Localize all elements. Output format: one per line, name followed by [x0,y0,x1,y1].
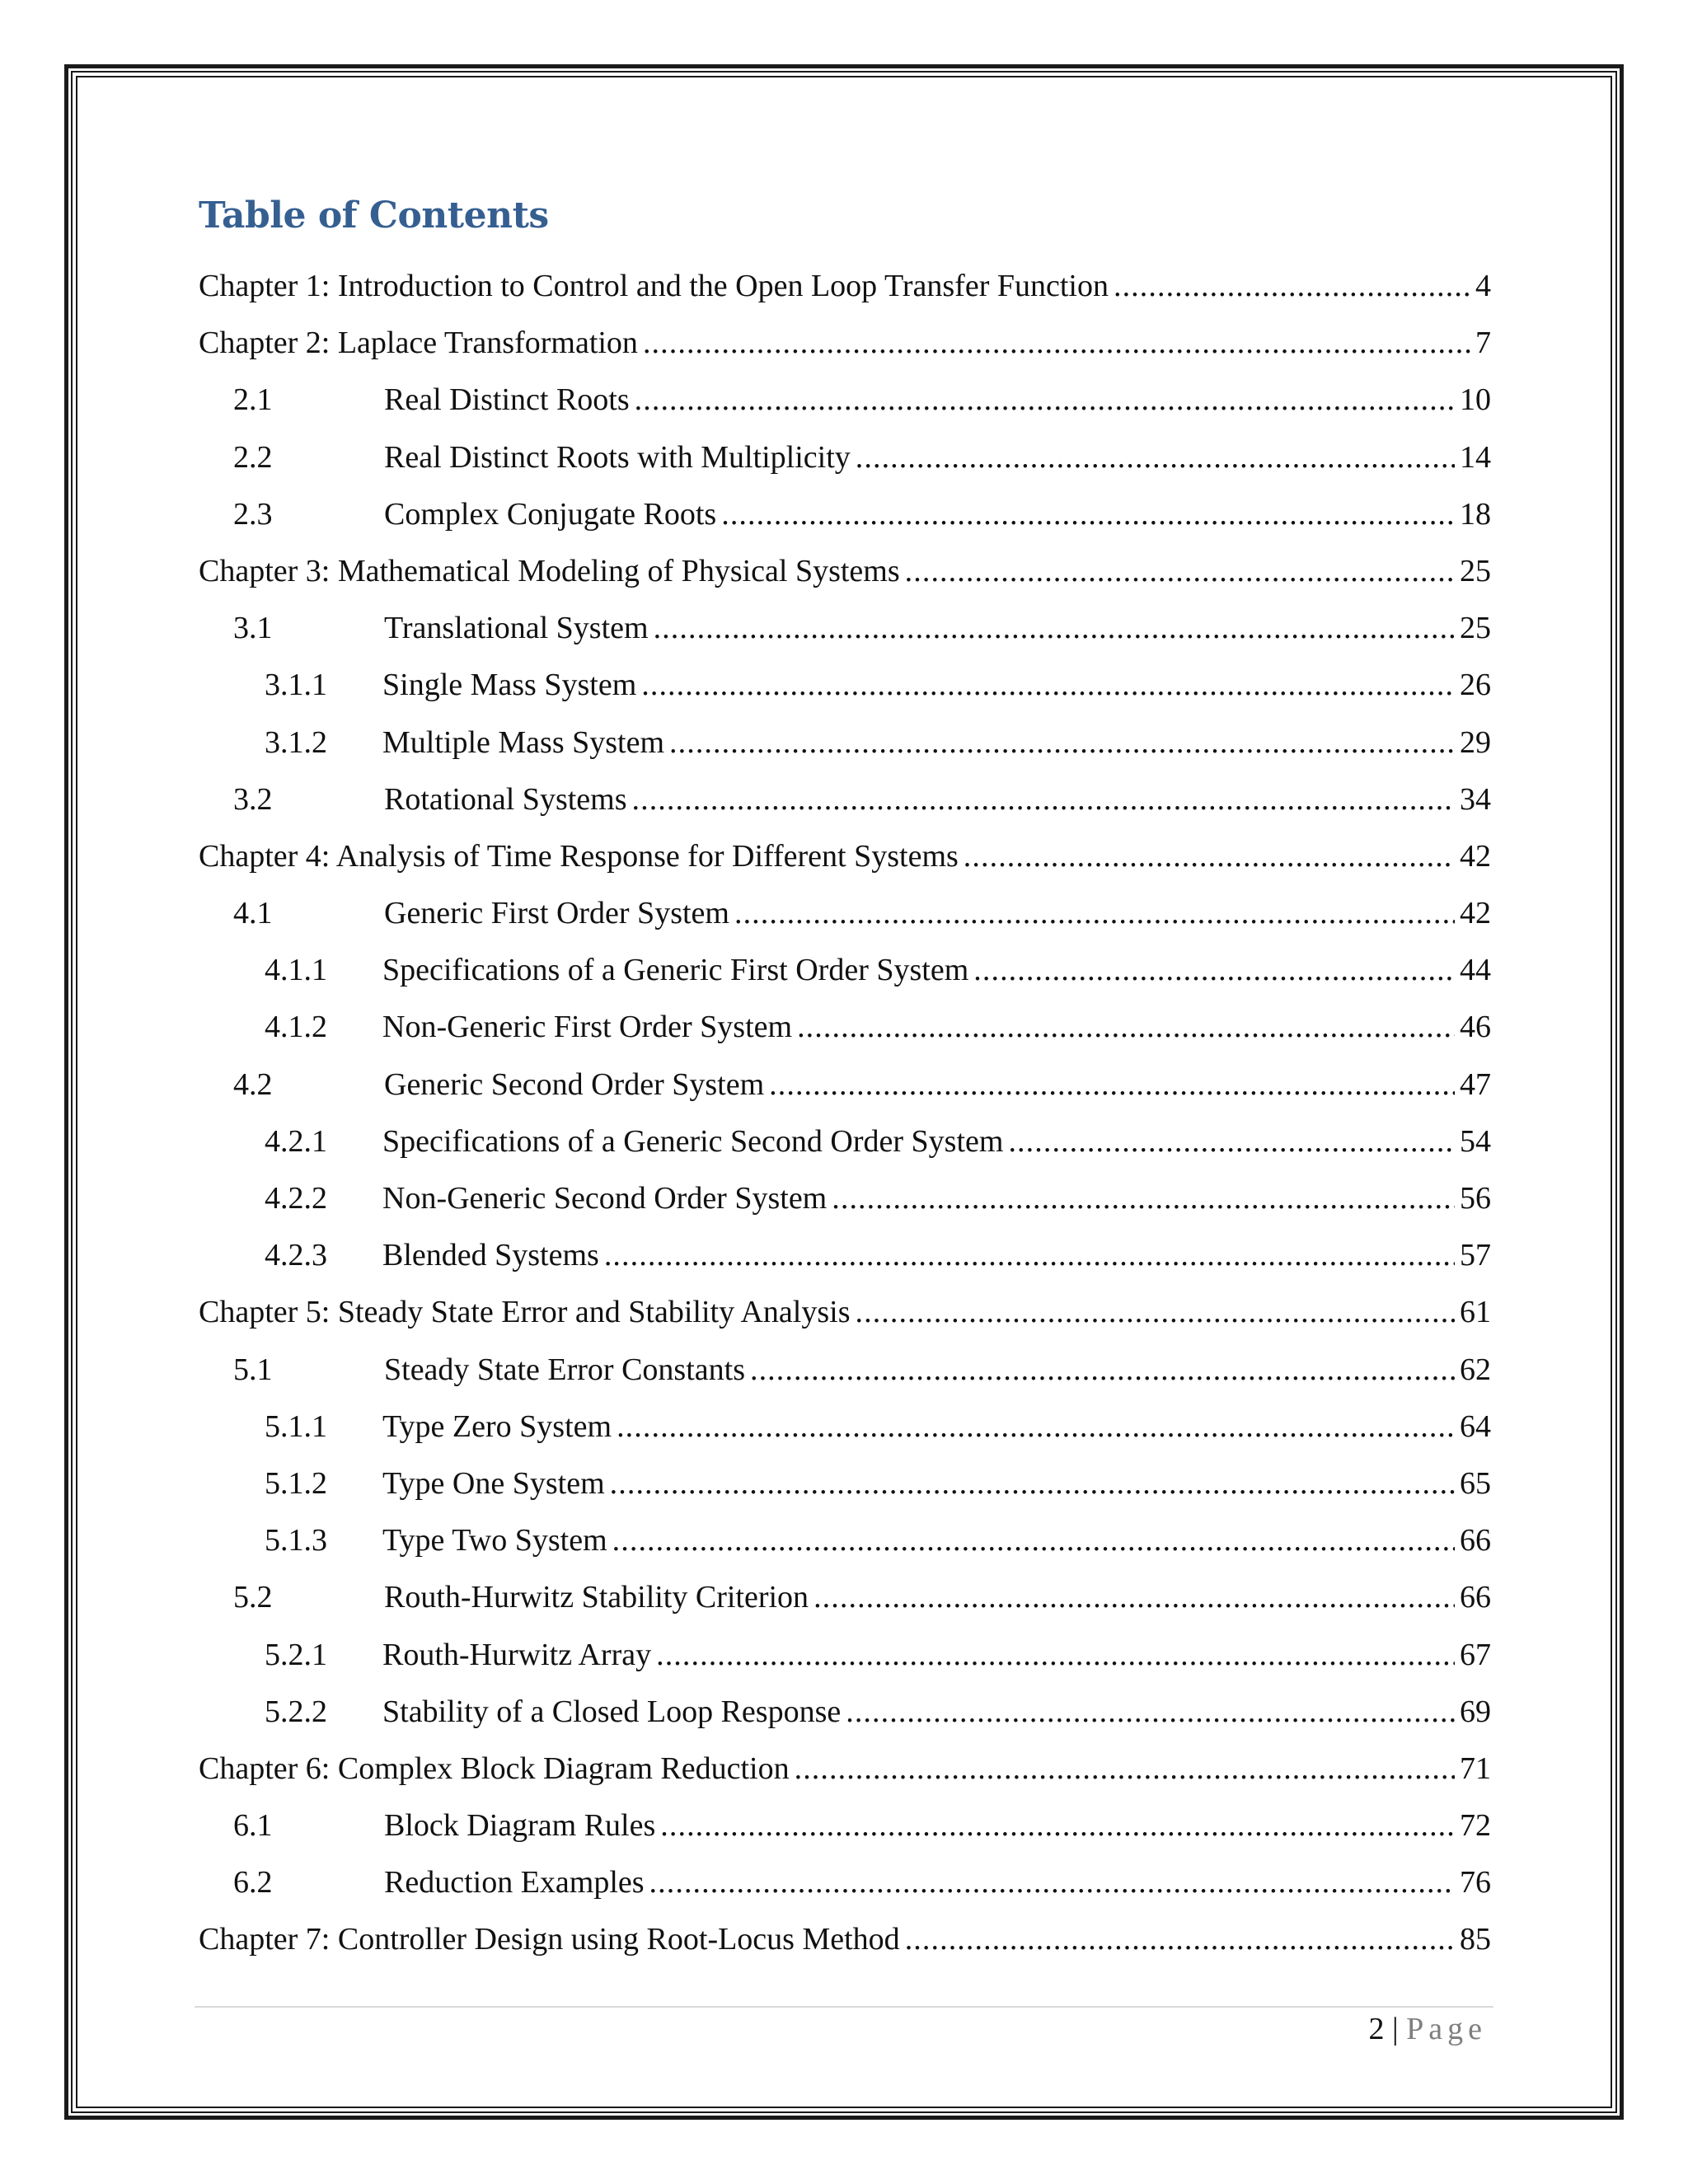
toc-entry[interactable] [199,1569,1491,1626]
toc-dot-leader [905,1911,1455,1968]
toc-entry-page: 56 [1460,1181,1491,1216]
toc-dot-leader [964,828,1455,885]
toc-entry[interactable] [199,1113,1491,1170]
toc-entry-title: Rotational Systems [384,781,627,817]
toc-entry-page: 18 [1460,496,1491,532]
footer-page-number: 2 [1368,2012,1385,2046]
toc-entry-title: Chapter 5: Steady State Error and Stability Analysis [199,1295,851,1330]
toc-dot-leader [797,999,1455,1056]
toc-entry-title: Generic First Order System [384,896,729,931]
toc-entry[interactable] [199,885,1491,942]
toc-entry-number: 6.1 [233,1808,273,1844]
toc-entry-page: 65 [1460,1465,1491,1501]
toc-entry-number: 5.1.3 [265,1523,327,1558]
toc-entry-page: 67 [1460,1637,1491,1672]
toc-entry[interactable] [199,1911,1491,1968]
toc-entry-title: Complex Conjugate Roots [384,496,717,532]
toc-entry-page: 29 [1460,724,1491,760]
toc-entry[interactable] [199,1512,1491,1569]
toc-entry-title: Type One System [382,1465,605,1501]
toc-entry-number: 5.1.2 [265,1465,327,1501]
toc-entry-page: 76 [1460,1865,1491,1900]
footer-separator: | [1392,2012,1399,2046]
toc-dot-leader [846,1684,1455,1741]
toc-entry-title: Block Diagram Rules [384,1808,656,1844]
page-footer [1369,2004,1487,2054]
toc-entry-title: Chapter 4: Analysis of Time Response for Different Systems [199,838,959,874]
toc-entry-page: 26 [1460,668,1491,703]
toc-dot-leader [750,1342,1455,1399]
toc-entry-number: 5.2.2 [265,1694,327,1729]
toc-entry[interactable] [199,1342,1491,1399]
toc-entry[interactable] [199,999,1491,1056]
toc-entry-page: 64 [1460,1408,1491,1444]
toc-entry-number: 3.2 [233,781,273,817]
toc-entry[interactable] [199,942,1491,999]
toc-entry-title: Reduction Examples [384,1865,645,1900]
toc-entry-title: Non-Generic Second Order System [382,1181,828,1216]
toc-entry-page: 66 [1460,1523,1491,1558]
toc-entry[interactable] [199,1684,1491,1741]
toc-entry[interactable] [199,1741,1491,1797]
toc-entry-page: 42 [1460,896,1491,931]
toc-entry-title: Chapter 2: Laplace Transformation [199,326,638,361]
toc-dot-leader [641,657,1455,714]
toc-entry-title: Specifications of a Generic First Order System [382,953,969,988]
toc-entry[interactable] [199,1170,1491,1227]
toc-entry-page: 47 [1460,1066,1491,1102]
toc-dot-leader [617,1399,1455,1455]
toc-entry[interactable] [199,1399,1491,1455]
toc-entry-page: 69 [1460,1694,1491,1729]
toc-entry-title: Real Distinct Roots [384,382,630,418]
toc-entry[interactable] [199,715,1491,771]
toc-dot-leader [1008,1113,1455,1170]
toc-entry-page: 54 [1460,1123,1491,1159]
toc-entry-page: 42 [1460,838,1491,874]
toc-entry-number: 4.1 [233,896,273,931]
toc-entry-page: 71 [1460,1750,1491,1786]
toc-entry-page: 62 [1460,1352,1491,1387]
toc-entry-number: 3.1.2 [265,724,327,760]
toc-dot-leader [973,942,1455,999]
toc-entry-number: 5.2.1 [265,1637,327,1672]
toc-entry-page: 10 [1460,382,1491,418]
toc-entry[interactable] [199,1284,1491,1341]
toc-entry-title: Generic Second Order System [384,1066,765,1102]
toc-entry[interactable] [199,657,1491,714]
footer-page-label: Page [1406,2012,1487,2046]
toc-entry-title: Type Zero System [382,1408,612,1444]
toc-dot-leader [654,600,1455,657]
toc-dot-leader [643,315,1470,372]
toc-dot-leader [604,1227,1455,1284]
toc-dot-leader [1114,258,1470,315]
toc-entry[interactable] [199,1227,1491,1284]
toc-entry[interactable] [199,1797,1491,1854]
toc-entry-page: 25 [1460,611,1491,646]
toc-entry-number: 4.2.1 [265,1123,327,1159]
toc-heading: Table of Contents [199,194,549,237]
toc-entry-number: 4.1.2 [265,1010,327,1045]
toc-entry-number: 2.2 [233,439,273,475]
toc-entry-title: Routh-Hurwitz Array [382,1637,652,1672]
toc-entry[interactable] [199,828,1491,885]
toc-dot-leader [649,1854,1455,1911]
toc-entry-page: 46 [1460,1010,1491,1045]
toc-entry-page: 85 [1460,1922,1491,1957]
toc-entry-title: Chapter 7: Controller Design using Root-Locus Method [199,1922,900,1957]
toc-dot-leader [656,1627,1455,1684]
toc-entry-number: 4.2 [233,1066,273,1102]
toc-dot-leader [856,1284,1456,1341]
toc-dot-leader [905,543,1455,600]
toc-entry[interactable] [199,600,1491,657]
toc-entry[interactable] [199,1627,1491,1684]
toc-entry[interactable] [199,1057,1491,1113]
toc-entry-number: 5.2 [233,1580,273,1615]
toc-dot-leader [734,885,1455,942]
toc-entry-title: Multiple Mass System [382,724,665,760]
toc-entry-page: 14 [1460,439,1491,475]
toc-dot-leader [610,1455,1455,1512]
toc-entry-page: 66 [1460,1580,1491,1615]
toc-entry-page: 44 [1460,953,1491,988]
toc-entry-page: 57 [1460,1238,1491,1273]
toc-entry[interactable] [199,486,1491,543]
toc-entry[interactable] [199,258,1491,315]
toc-dot-leader [612,1512,1455,1569]
toc-entry-number: 2.1 [233,382,273,418]
toc-dot-leader [635,372,1455,429]
toc-dot-leader [856,429,1455,486]
toc-entry-number: 3.1.1 [265,668,327,703]
toc-entry-number: 2.3 [233,496,273,532]
toc-entry-page: 7 [1475,326,1491,361]
toc-entry[interactable] [199,372,1491,429]
toc-entry-title: Stability of a Closed Loop Response [382,1694,842,1729]
footer-divider [195,2006,1493,2008]
toc-dot-leader [832,1170,1455,1227]
toc-entry-number: 6.2 [233,1865,273,1900]
toc-dot-leader [669,715,1455,771]
toc-entry-page: 34 [1460,781,1491,817]
toc-entry-title: Blended Systems [382,1238,599,1273]
toc-entry-title: Type Two System [382,1523,607,1558]
toc-entry[interactable] [199,543,1491,600]
toc-entry-page: 72 [1460,1808,1491,1844]
toc-dot-leader [769,1057,1455,1113]
toc-dot-leader [721,486,1455,543]
toc-dot-leader [795,1741,1455,1797]
toc-entry[interactable] [199,1854,1491,1911]
toc-entry-title: Single Mass System [382,668,637,703]
toc-dot-leader [660,1797,1455,1854]
toc-entry[interactable] [199,429,1491,486]
toc-entry-number: 4.2.2 [265,1181,327,1216]
toc-list [199,258,1491,1969]
toc-entry-title: Non-Generic First Order System [382,1010,793,1045]
toc-entry-number: 3.1 [233,611,273,646]
toc-entry-title: Real Distinct Roots with Multiplicity [384,439,851,475]
toc-entry-title: Chapter 6: Complex Block Diagram Reduction [199,1750,790,1786]
toc-entry-title: Chapter 1: Introduction to Control and the Open Loop Transfer Function [199,269,1109,303]
toc-entry-title: Steady State Error Constants [384,1352,745,1387]
toc-entry-page: 4 [1475,269,1491,303]
toc-entry-number: 4.1.1 [265,953,327,988]
toc-entry-page: 61 [1460,1295,1491,1330]
toc-entry-title: Routh-Hurwitz Stability Criterion [384,1580,809,1615]
toc-entry-number: 5.1.1 [265,1408,327,1444]
toc-dot-leader [814,1569,1455,1626]
toc-dot-leader [632,771,1456,828]
toc-entry-title: Specifications of a Generic Second Order System [382,1123,1004,1159]
toc-entry-number: 4.2.3 [265,1238,327,1273]
toc-entry-number: 5.1 [233,1352,273,1387]
toc-entry[interactable] [199,771,1491,828]
toc-entry-page: 25 [1460,553,1491,588]
toc-entry[interactable] [199,315,1491,372]
toc-entry-title: Translational System [384,611,649,646]
toc-entry-title: Chapter 3: Mathematical Modeling of Physical Systems [199,553,900,588]
toc-entry[interactable] [199,1455,1491,1512]
